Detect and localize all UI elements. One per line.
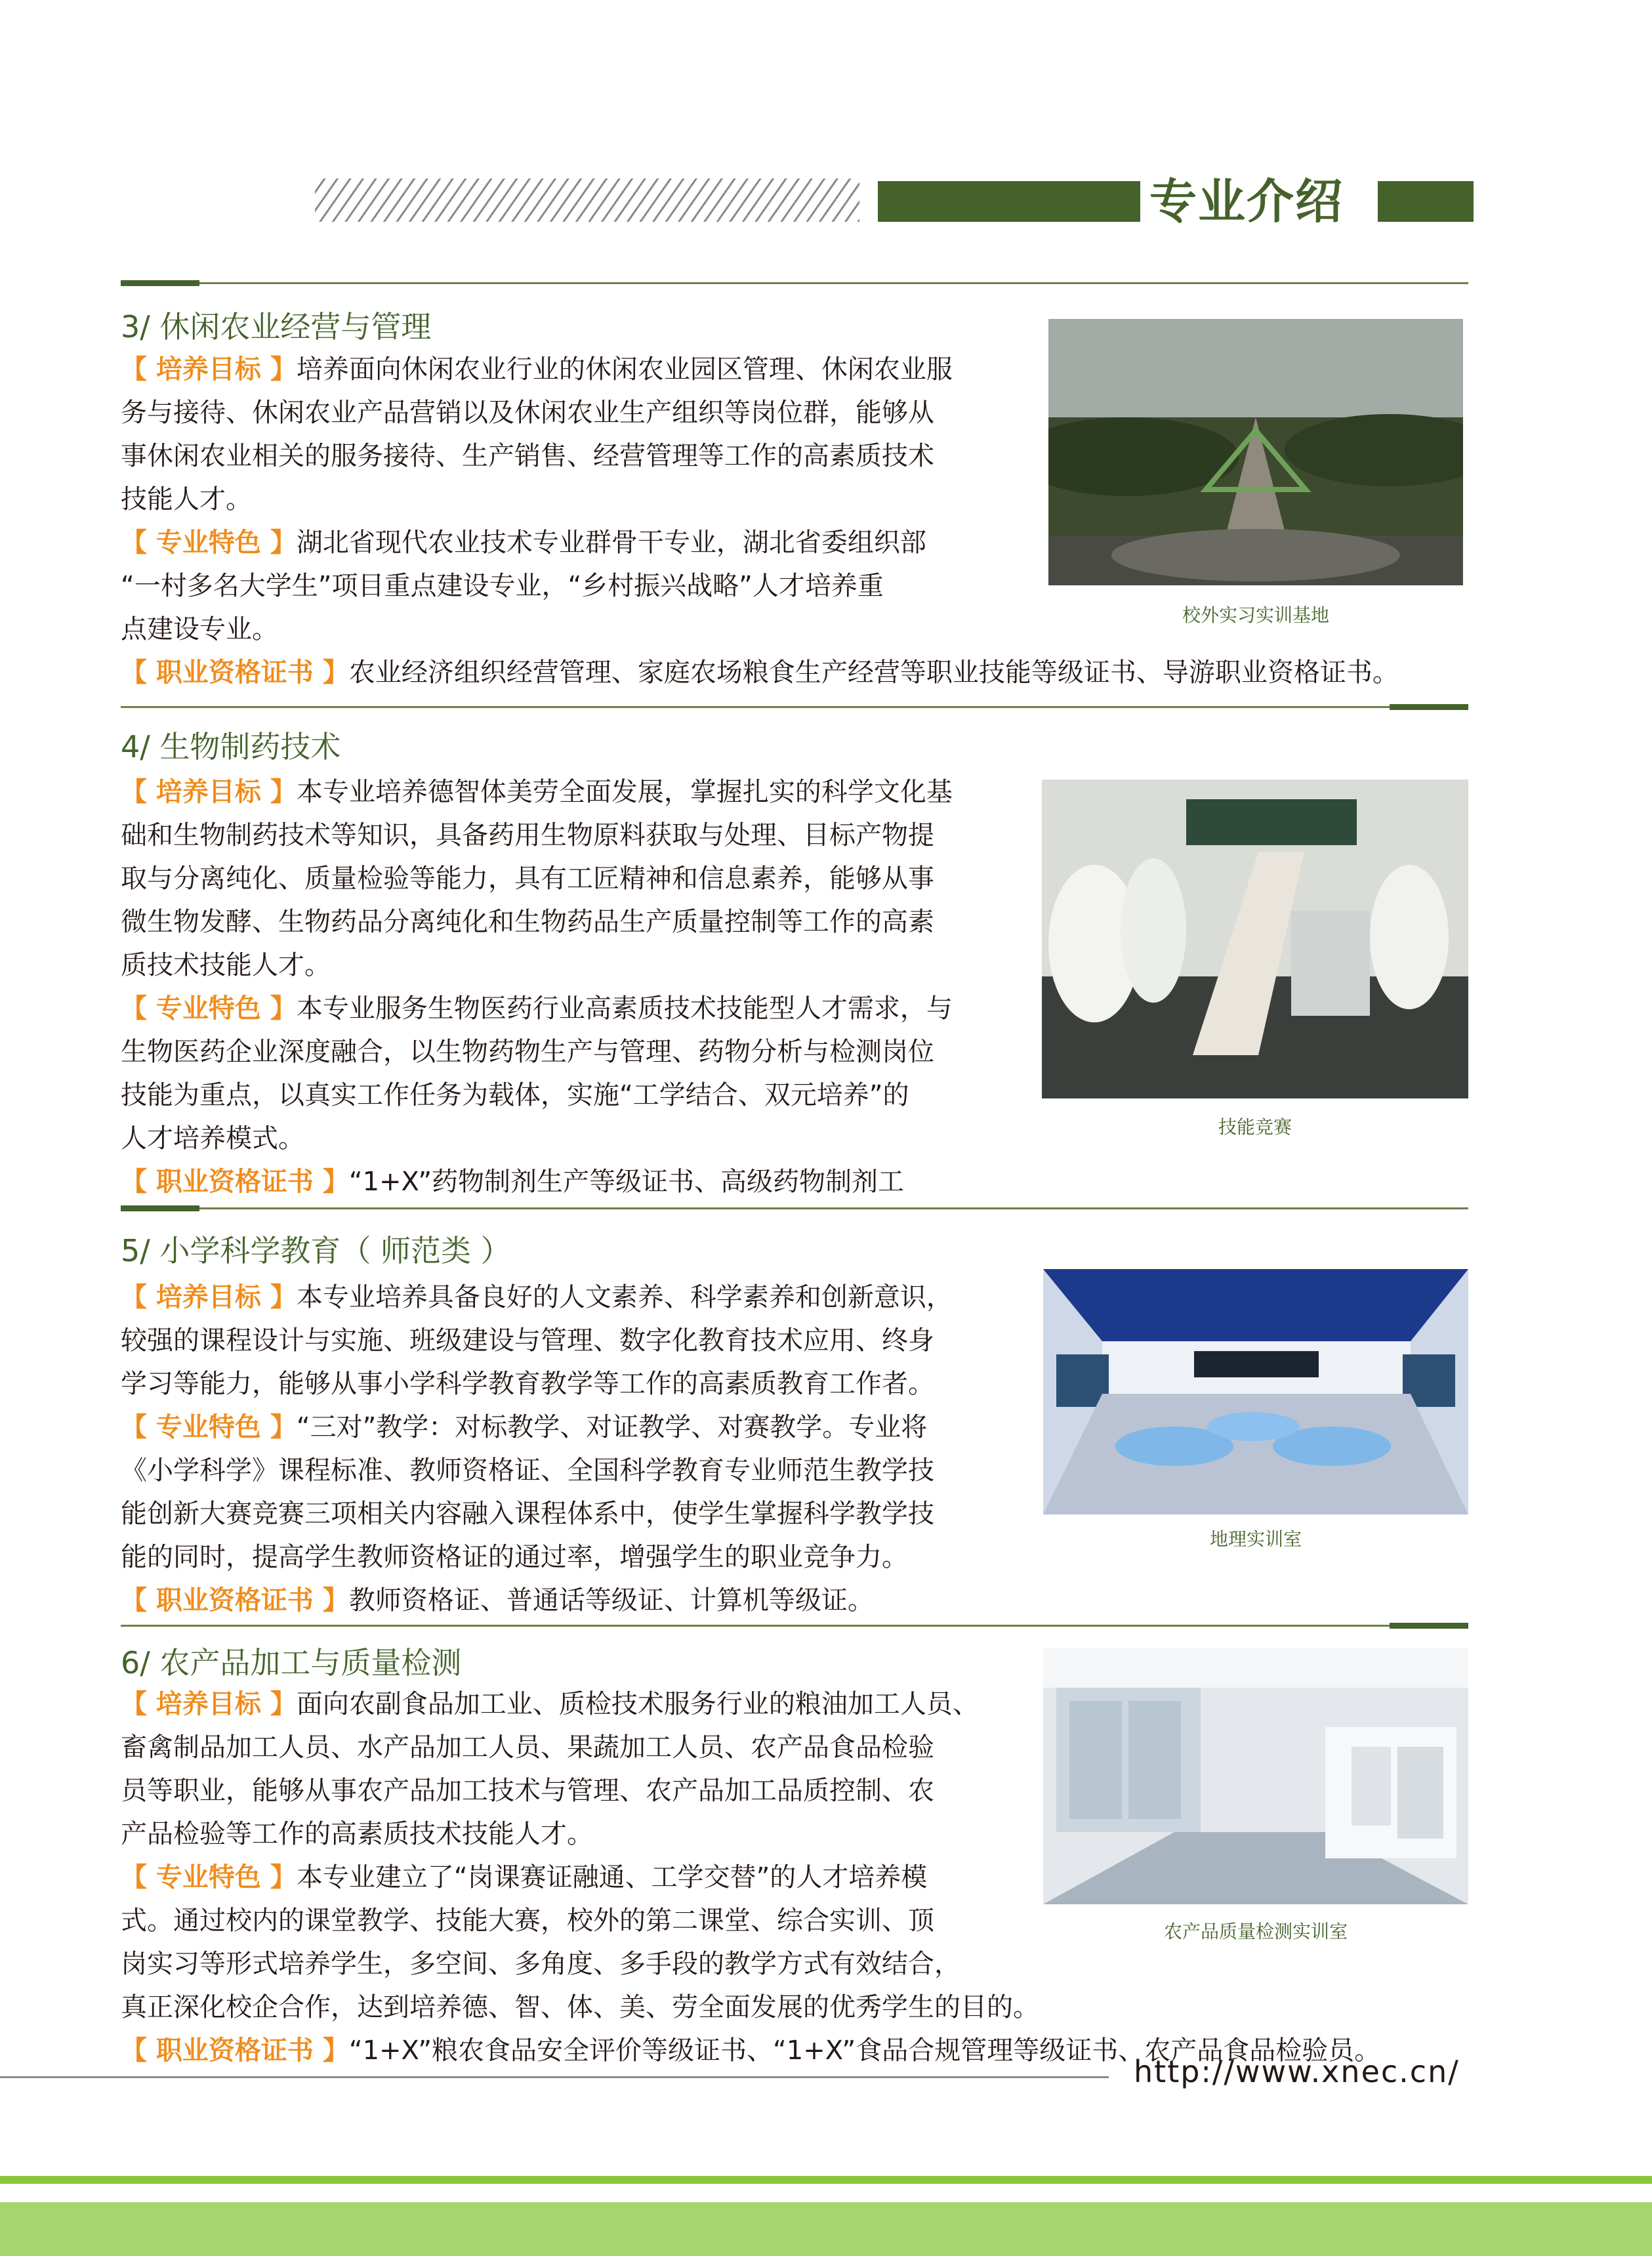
photo-farm-base bbox=[1048, 319, 1463, 585]
text-line: 能的同时，提高学生教师资格证的通过率，增强学生的职业竞争力。 bbox=[121, 1542, 908, 1572]
text-line: 【 职业资格证书 】教师资格证、普通话等级证、计算机等级证。 bbox=[121, 1585, 874, 1616]
text-line: 《小学科学》课程标准、教师资格证、全国科学教育专业师范生教学技 bbox=[121, 1455, 934, 1486]
section-divider bbox=[121, 706, 1468, 708]
section-divider-mark bbox=[1390, 1623, 1468, 1629]
header-hatch-decoration bbox=[315, 178, 859, 222]
footer-bar-thin bbox=[0, 2176, 1652, 2184]
photo-geography-lab bbox=[1043, 1269, 1468, 1514]
section-title: 4/ 生物制药技术 bbox=[121, 729, 341, 764]
text-line: 生物医药企业深度融合，以生物药物生产与管理、药物分析与检测岗位 bbox=[121, 1037, 934, 1067]
text-line: 务与接待、休闲农业产品营销以及休闲农业生产组织等岗位群，能够从 bbox=[121, 398, 934, 428]
text-line: 取与分离纯化、质量检验等能力，具有工匠精神和信息素养，能够从事 bbox=[121, 864, 934, 894]
text-line: 【 培养目标 】面向农副食品加工业、质检技术服务行业的粮油加工人员、 bbox=[121, 1689, 979, 1719]
text-line: 【 专业特色 】本专业服务生物医药行业高素质技术技能型人才需求，与 bbox=[121, 993, 953, 1024]
photo-quality-lab bbox=[1043, 1648, 1468, 1904]
text-line: 【 专业特色 】“三对”教学：对标教学、对证教学、对赛教学。专业将 bbox=[121, 1412, 928, 1442]
text-line: 【 专业特色 】本专业建立了“岗课赛证融通、工学交替”的人才培养模 bbox=[121, 1862, 928, 1892]
section-divider bbox=[121, 1625, 1468, 1627]
text-line: 学习等能力，能够从事小学科学教育教学等工作的高素质教育工作者。 bbox=[121, 1369, 934, 1399]
photo-skills-competition bbox=[1042, 780, 1468, 1098]
text-line: 式。通过校内的课堂教学、技能大赛，校外的第二课堂、综合实训、顶 bbox=[121, 1906, 934, 1936]
text-line: 能创新大赛竞赛三项相关内容融入课程体系中，使学生掌握科学教学技 bbox=[121, 1499, 934, 1529]
text-line: 【 培养目标 】培养面向休闲农业行业的休闲农业园区管理、休闲农业服 bbox=[121, 354, 953, 385]
footer-divider bbox=[0, 2076, 1109, 2078]
section-body bbox=[121, 770, 953, 1203]
section-body bbox=[121, 1276, 953, 1622]
photo-caption: 校外实习实训基地 bbox=[1182, 604, 1329, 626]
section-divider bbox=[121, 282, 1468, 284]
text-line: 【 专业特色 】湖北省现代农业技术专业群骨干专业，湖北省委组织部 bbox=[121, 528, 926, 558]
text-line: 较强的课程设计与实施、班级建设与管理、数字化教育技术应用、终身 bbox=[121, 1326, 934, 1356]
header-bar-right bbox=[1378, 181, 1474, 222]
text-line: 畜禽制品加工人员、水产品加工人员、果蔬加工人员、农产品食品检验 bbox=[121, 1732, 934, 1763]
text-line: 岗实习等形式培养学生，多空间、多角度、多手段的教学方式有效结合， bbox=[121, 1949, 960, 1979]
text-line: 技能为重点，以真实工作任务为载体，实施“工学结合、双元培养”的 bbox=[121, 1080, 909, 1110]
page-title: 专业介绍 bbox=[1149, 174, 1344, 229]
section-title: 6/ 农产品加工与质量检测 bbox=[121, 1645, 462, 1681]
footer-bar-thick bbox=[0, 2202, 1652, 2256]
text-line: 员等职业，能够从事农产品加工技术与管理、农产品加工品质控制、农 bbox=[121, 1776, 934, 1806]
section-divider-mark bbox=[1390, 704, 1468, 710]
section-title: 3/ 休闲农业经营与管理 bbox=[121, 309, 432, 345]
section-divider bbox=[121, 1207, 1468, 1209]
text-line: 【 职业资格证书 】“1+X”药物制剂生产等级证书、高级药物制剂工 bbox=[121, 1167, 905, 1197]
text-line: 【 职业资格证书 】“1+X”粮农食品安全评价等级证书、“1+X”食品合规管理等级证书、农产品食品检验员。 bbox=[121, 2036, 1381, 2066]
text-line: 产品检验等工作的高素质技术技能人才。 bbox=[121, 1819, 593, 1849]
photo-caption: 地理实训室 bbox=[1209, 1528, 1302, 1550]
website-url[interactable]: http://www.xnec.cn/ bbox=[1134, 2054, 1460, 2089]
section-title: 5/ 小学科学教育（ 师范类 ） bbox=[121, 1233, 511, 1268]
header-bar-left bbox=[878, 181, 1140, 222]
text-line: 人才培养模式。 bbox=[121, 1123, 304, 1154]
text-line: “一村多名大学生”项目重点建设专业，“乡村振兴战略”人才培养重 bbox=[121, 571, 884, 601]
section-divider-mark bbox=[121, 280, 199, 286]
section-divider-mark bbox=[121, 1205, 199, 1211]
text-line: 点建设专业。 bbox=[121, 614, 278, 644]
text-line: 础和生物制药技术等知识，具备药用生物原料获取与处理、目标产物提 bbox=[121, 820, 934, 850]
text-line: 微生物发酵、生物药品分离纯化和生物药品生产质量控制等工作的高素 bbox=[121, 907, 934, 937]
text-line: 【 培养目标 】本专业培养具备良好的人文素养、科学素养和创新意识， bbox=[121, 1282, 953, 1312]
text-line: 真正深化校企合作，达到培养德、智、体、美、劳全面发展的优秀学生的目的。 bbox=[121, 1992, 1039, 2022]
text-line: 事休闲农业相关的服务接待、生产销售、经营管理等工作的高素质技术 bbox=[121, 441, 934, 471]
photo-caption: 技能竞赛 bbox=[1218, 1116, 1292, 1138]
text-line: 【 职业资格证书 】农业经济组织经营管理、家庭农场粮食生产经营等职业技能等级证书、导游职业资格证书。 bbox=[121, 658, 1399, 688]
text-line: 技能人才。 bbox=[121, 484, 252, 514]
text-line: 【 培养目标 】本专业培养德智体美劳全面发展，掌握扎实的科学文化基 bbox=[121, 777, 953, 807]
text-line: 质技术技能人才。 bbox=[121, 950, 331, 980]
photo-caption: 农产品质量检测实训室 bbox=[1163, 1921, 1348, 1942]
